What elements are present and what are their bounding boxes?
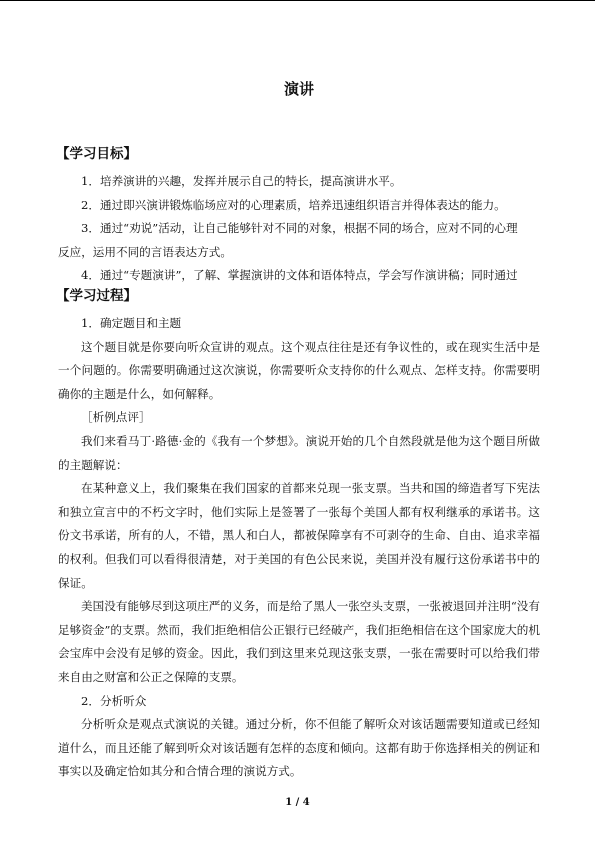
page-number: 1 / 4 [285,797,310,808]
goal-item-3-continued: 反应，运用不同的言语表达方式。 [58,244,232,259]
process-content [58,312,540,784]
process-heading: 【学习过程】 [56,288,137,304]
goal-item-2: 2．通过即兴演讲锻炼临场应对的心理素质，培养迅速组织语言并得体表达的能力。 [81,197,506,212]
example-label: ［析例点评］ [81,410,151,425]
quote-paragraph-2: 美国没有能够尽到这项庄严的义务，而是给了黑人一张空头支票，一张被退回并注明“没有足够资金”的支票。然而，我们拒绝相信公正银行已经破产，我们拒绝相信在这个国家庞大的机会宝库中会没有足够的资金。因此，我们到这里来兑现这张支票，一张在需要时可以给我们带来自由之财富和公正之保障的支票。 [58,599,540,684]
goal-item-1: 1．培养演讲的兴趣，发挥并展示自己的特长，提高演讲水平。 [81,174,402,188]
goals-list [58,170,540,288]
goal-item-4: 4．通过“专题演讲”，了解、掌握演讲的文体和语体特点，学会写作演讲稿；同时通过 [81,268,518,283]
example-intro: 我们来看马丁·路德·金的《我有一个梦想》。演说开始的几个自然段就是他为这个题目所做的主题解说： [58,433,540,472]
step2-title: 2．分析听众 [81,693,147,708]
goal-item-3: 3．通过“劝说”活动，让自己能够针对不同的对象，根据不同的场合，应对不同的心理 [81,221,518,236]
step1-paragraph: 这个题目就是你要向听众宣讲的观点。这个观点往往是还有争议性的，或在现实生活中是一个问题的。你需要明确通过这次演说，你需要听众支持你的什么观点、怎样支持。你需要明确你的主题是什么，如何解释。 [58,339,540,401]
document-title: 演讲 [283,80,314,98]
quote-paragraph-1: 在某种意义上，我们聚集在我们国家的首都来兑现一张支票。当共和国的缔造者写下宪法和独立宣言中的不朽文字时，他们实际上是签署了一张每个美国人都有权利继承的承诺书。这份文书承诺，所有的人，不错，黑人和白人，都被保障享有不可剥夺的生命、自由、追求幸福的权利。但我们可以看得很清楚，对于美国的有色公民来说，美国并没有履行这份承诺书中的保证。 [58,481,540,590]
goals-heading: 【学习目标】 [56,146,137,162]
step1-title: 1．确定题目和主题 [81,316,182,330]
step2-paragraph: 分析听众是观点式演说的关键。通过分析，你不但能了解听众对该话题需要知道或已经知道什么，而且还能了解到听众对该话题有怎样的态度和倾向。这都有助于你选择相关的例证和事实以及确定恰如其分和合情合理的演说方式。 [58,717,540,779]
page-top-border [0,0,595,1]
